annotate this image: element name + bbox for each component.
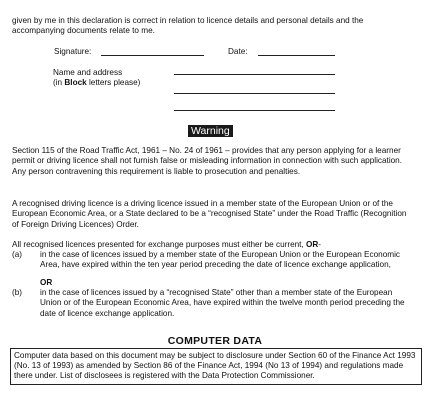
item-b-label: (b) (12, 288, 23, 297)
signature-line[interactable] (101, 55, 204, 56)
intro-text: given by me in this declaration is correct in relation to licence details and personal details and the accompanying documents relate to me. (12, 16, 364, 36)
exchange-intro: All recognised licences presented for exchange purposes must either be current, OR- (12, 240, 322, 249)
section115-text: Section 115 of the Road Traffic Act, 1961 – No. 24 of 1961 – provides that any person applying for a learner permit or driving licence shall not furnish false or misleading information in connection with such application. Any person contravening this requirement is liable to prosecution and penalties. (12, 146, 403, 176)
name-address-label (53, 68, 140, 89)
recognised-definition: A recognised driving licence is a driving licence issued in a member state of the European Union or of the European Economic Area, or a State declared to be a “recognised State” under the Road Traffic (Recognition of Foreign Driving Licences) Order. (12, 199, 407, 229)
computer-data-heading: COMPUTER DATA (167, 335, 263, 347)
date-label: Date: (228, 47, 248, 56)
computer-data-box (10, 348, 422, 385)
date-line[interactable] (258, 55, 335, 56)
address-line-1[interactable] (174, 74, 335, 75)
address-line-2[interactable] (174, 93, 335, 94)
item-b-text: in the case of licences issued by a “recognised State” other than a member state of the European Union or of the European Economic Area, have expired within the twelve month period preceding the date of licence exchange application. (40, 288, 405, 318)
computer-data-text: Computer data based on this document may be subject to disclosure under Section 60 of the Finance Act 1993 (No. 13 of 1993) as amended by Section 86 of the Finance Act, 1994 (No 13 of 1994) and regulations made there under. List of disclosees is registered with the Data Protection Commissioner. (14, 351, 416, 381)
name-label-line1: Name and address (53, 68, 123, 77)
name-label-line2: (in Block letters please) (53, 78, 141, 88)
item-a-label: (a) (12, 250, 23, 259)
address-line-3[interactable] (174, 110, 335, 111)
warning-label: Warning (188, 125, 233, 137)
item-a-text: in the case of licences issued by a member state of the European Union or the European Economic Area, have expired within the ten year period preceding the date of licence exchange application, (40, 250, 401, 270)
signature-label: Signature: (54, 47, 92, 56)
or-label: OR (40, 278, 53, 287)
